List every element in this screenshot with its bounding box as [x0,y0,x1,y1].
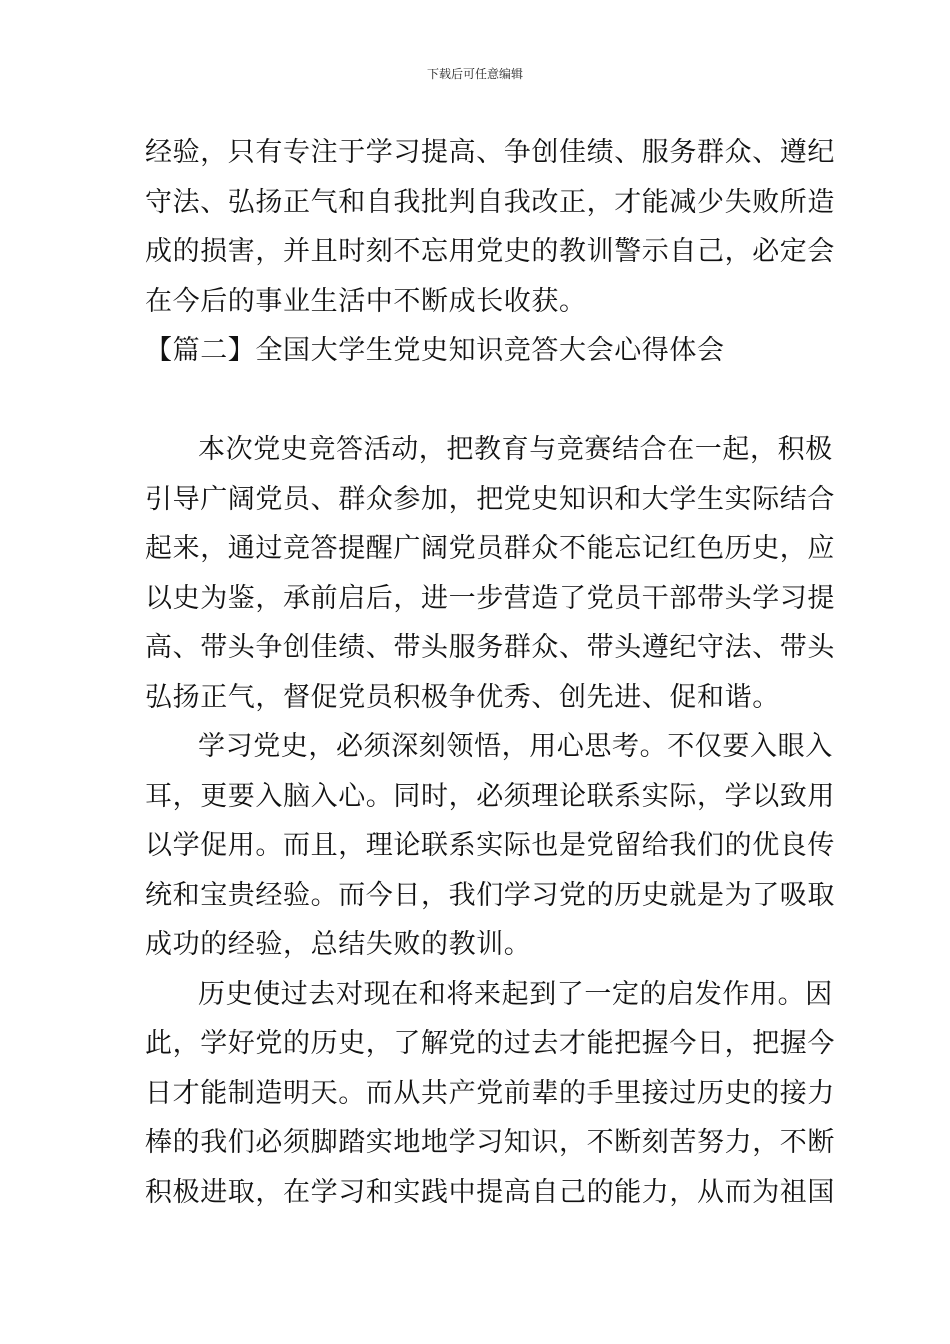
paragraph-2 [145,425,835,722]
text-line: 历史使过去对现在和将来起到了一定的启发作用。因 [198,978,833,1010]
text-line: 耳，更要入脑入心。同时，必须理论联系实际，学以致用 [145,780,835,812]
paragraph-3 [145,722,835,970]
text-line: 弘扬正气，督促党员积极争优秀、创先进、促和谐。 [145,681,780,713]
text-line: 此，学好党的历史，了解党的过去才能把握今日，把握今 [145,1028,835,1059]
page-header-note: 下载后可任意编辑 [426,67,523,81]
paragraph-4 [145,970,835,1218]
text-line: 引导广阔党员、群众参加，把党史知识和大学生实际结合 [145,483,835,515]
text-line: 学习党史，必须深刻领悟，用心思考。不仅要入眼入 [198,731,833,762]
blank-line [145,376,810,426]
text-line: 成功的经验，总结失败的教训。 [145,929,532,960]
section-heading: 【篇二】全国大学生党史知识竞答大会心得体会 [145,335,725,366]
text-line: 成的损害，并且时刻不忘用党史的教训警示自己，必定会 [145,236,835,267]
text-line: 在今后的事业生活中不断成长收获。 [145,285,587,317]
text-line: 以史为鉴，承前启后，进一步营造了党员干部带头学习提 [145,582,835,614]
text-line: 经验，只有专注于学习提高、争创佳绩、服务群众、遵纪 [145,137,835,168]
paragraph-1 [145,128,835,326]
text-line: 起来，通过竞答提醒广阔党员群众不能忘记红色历史，应 [145,533,835,564]
document-body [145,128,835,1217]
text-line: 日才能制造明天。而从共产党前辈的手里接过历史的接力 [145,1077,835,1109]
text-line: 本次党史竞答活动，把教育与竞赛结合在一起，积极 [198,434,833,465]
text-line: 守法、弘扬正气和自我批判自我改正，才能减少失败所造 [145,186,835,218]
text-line: 统和宝贵经验。而今日，我们学习党的历史就是为了吸取 [145,879,835,911]
text-line: 以学促用。而且，理论联系实际也是党留给我们的优良传 [145,830,835,861]
text-line: 棒的我们必须脚踏实地地学习知识，不断刻苦努力，不断 [145,1127,835,1158]
text-line: 积极进取，在学习和实践中提高自己的能力，从而为祖国 [145,1176,835,1208]
text-line: 高、带头争创佳绩、带头服务群众、带头遵纪守法、带头 [145,632,835,663]
